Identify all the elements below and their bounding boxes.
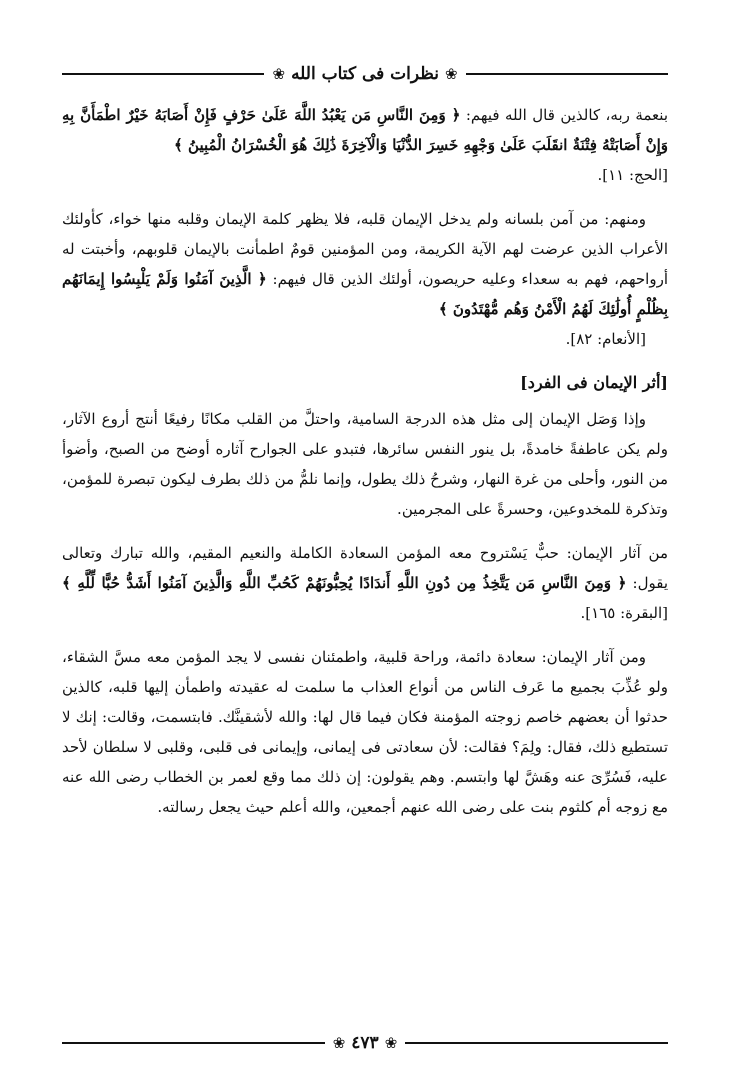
paragraph-text: من آثار الإيمان: حبٌّ يَسْتروح معه المؤمن السعادة الكاملة والنعيم المقيم، والله تبارك وتعالى يقول: (62, 544, 668, 592)
flower-ornament-icon: ❀ (444, 64, 458, 83)
flower-ornament-icon: ❀ (272, 64, 286, 83)
running-title: نظرات فى كتاب الله (291, 64, 439, 84)
header-rule-left (62, 73, 264, 75)
paragraph-4 (62, 538, 668, 628)
verse-reference: [الحج: ١١]. (597, 166, 668, 184)
page-footer (62, 1030, 668, 1056)
section-title: [أثر الإيمان فى الفرد] (520, 373, 668, 392)
page-header (62, 56, 668, 92)
header-rule-right (466, 73, 668, 75)
footer-rule-right (405, 1042, 668, 1044)
paragraph-text: ومنهم: من آمن بلسانه ولم يدخل الإيمان قلبه، فلا يظهر كلمة الإيمان وقلبه منها خواء، كأولئك الأعراب الذين عرضت لهم الآية الكريمة، ومن المؤمنين قومٌ اطمأنت بالإيمان قلوبهم، وأخبتت له أرواحهم، فهم به سعداء وعليه حريصون، أولئك الذين قال فيهم: (62, 210, 669, 288)
paragraph-text: ومن آثار الإيمان: سعادة دائمة، وراحة قلبية، واطمئنان نفسى لا يجد المؤمن معه مسَّ الشقاء، ولو عُذِّبَ بجميع ما عَرف الناس من أنواع العذاب ما سلمت له عقيدته واطمأن إليها قلبه، كالذين حدثوا أن بعضهم خاصم زوجته المؤمنة فكان فيما قال لها: والله لأشقينَّك. فابتسمت، وقالت: إنك لا تستطيع ذلك، فقال: ولِمَ؟ فقالت: لأن سعادتى فى إيمانى، وإيمانى فى قلبى، وقلبى لا سلطان لأحد عليه، فَسُرِّىَ عنه وهَشَّ لها وابتسم. وهم يقولون: إن ذلك مما وقع لعمر بن الخطاب رضى الله عنه مع زوجه أم كلثوم بنت على رضى الله عنهم أجمعين، والله أعلم حيث يجعل رسالته. (62, 648, 668, 816)
paragraph-1 (62, 100, 668, 190)
paragraph-2 (62, 204, 668, 354)
flower-ornament-icon: ❀ (384, 1033, 398, 1052)
page-body (62, 100, 668, 822)
page-number: ٤٧٣ (351, 1033, 379, 1053)
header-title-group (264, 64, 465, 84)
quran-verse: ﴿ الَّذِينَ آمَنُوا وَلَمْ يَلْبِسُوا إِيمَانَهُم بِظُلْمٍ أُولَٰئِكَ لَهُمُ الْأَمْنُ وَهُم مُّهْتَدُونَ ﴾ (62, 270, 668, 318)
footer-number-group (325, 1033, 406, 1053)
paragraph-text: وإذا وَصَل الإيمان إلى مثل هذه الدرجة السامية، واحتلَّ من القلب مكانًا رفيعًا أنتج أروع الآثار، ولم يكن عاطفةً خامدةً، بل ينور النفس سائرها، فتبدو على الجوارح آثاره أوضح من الصبح، وأضوأ من النور، وأحلى من غرة النهار، وشرحُ ذلك يطول، وإنما نلمُّ من ذلك بطرف ليكون تبصرة للمؤمن، وتذكرة للمخدوعين، وحسرةً على المجرمين. (62, 410, 668, 518)
paragraph-3 (62, 404, 668, 524)
paragraph-5 (62, 642, 668, 822)
verse-reference: [البقرة: ١٦٥]. (580, 604, 668, 622)
quran-verse: ﴿ وَمِنَ النَّاسِ مَن يَتَّخِذُ مِن دُونِ اللَّهِ أَندَادًا يُحِبُّونَهُمْ كَحُبِّ اللَّهِ وَالَّذِينَ آمَنُوا أَشَدُّ حُبًّا لِّلَّهِ ﴾ (62, 574, 627, 592)
quran-verse: ﴿ وَمِنَ النَّاسِ مَن يَعْبُدُ اللَّهَ عَلَىٰ حَرْفٍ فَإِنْ أَصَابَهُ خَيْرٌ اطْمَأَنَّ بِهِ وَإِنْ أَصَابَتْهُ فِتْنَةٌ انقَلَبَ عَلَىٰ وَجْهِهِ خَسِرَ الدُّنْيَا وَالْآخِرَةَ ذَٰلِكَ هُوَ الْخُسْرَانُ الْمُبِينُ ﴾ (62, 106, 668, 154)
footer-rule-left (62, 1042, 325, 1044)
verse-reference: [الأنعام: ٨٢]. (565, 330, 646, 348)
flower-ornament-icon: ❀ (332, 1033, 346, 1052)
paragraph-text: بنعمة ربه، كالذين قال الله فيهم: (460, 106, 668, 124)
